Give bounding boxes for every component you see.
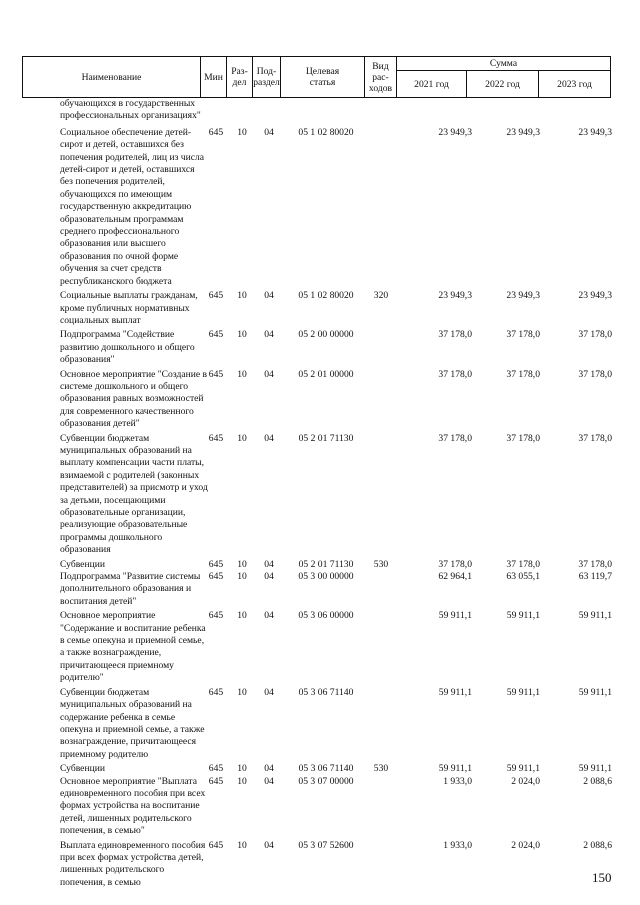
podrazdel-cell: 04	[264, 290, 274, 302]
item-name: Основное мероприятие "Создание в системе дошкольного и общего образования равных возможностей для современного качественного образования детей"	[60, 368, 208, 430]
target-article-cell: 05 1 02 80020	[298, 290, 354, 302]
table-row	[0, 763, 640, 775]
item-name: обучающихся в государственных профессиональных организациях"	[60, 98, 201, 122]
min-cell: 645	[208, 775, 224, 787]
razdel-cell: 10	[237, 839, 247, 851]
sum-2021-cell: 1 933,0	[443, 775, 472, 787]
razdel-cell: 10	[237, 610, 247, 622]
item-name: Субвенции бюджетам муниципальных образований на выплату компенсации части платы, взимаемой с родителей (законных представителей) за присмотр и уход за детьми, посещающими образовательные организации, реализующие образовательные программы дошкольного образования	[60, 432, 208, 556]
item-name: Социальное обеспечение детей-сирот и детей, оставшихся без попечения родителей, лиц из числа детей-сирот и детей, оставшихся без попечения родителей, обучающихся по имеющим государственную аккредитацию образовательным программам среднего профессионального образования или высшего образования по очной форме обучения за счет средств республиканского бюджета	[60, 126, 205, 287]
page-number: 150	[592, 870, 612, 885]
header-celevaya: Целевая статья	[281, 57, 365, 98]
sum-2023-cell: 37 178,0	[578, 558, 612, 570]
podrazdel-cell: 04	[264, 329, 274, 341]
sum-2022-cell: 59 911,1	[506, 763, 540, 775]
sum-2022-cell: 37 178,0	[506, 558, 540, 570]
sum-2021-cell: 23 949,3	[438, 126, 472, 138]
header-min: Мин	[201, 57, 227, 98]
header-year-2021: 2021 год	[397, 71, 467, 98]
razdel-cell: 10	[237, 368, 247, 380]
min-cell: 645	[208, 558, 224, 570]
header-vid: Вид рас- ходов	[365, 57, 397, 98]
table-row	[0, 687, 640, 761]
razdel-cell: 10	[237, 432, 247, 444]
podrazdel-cell: 04	[264, 610, 274, 622]
table-row	[0, 559, 640, 571]
table-row	[0, 610, 640, 684]
sum-2023-cell: 37 178,0	[578, 432, 612, 444]
sum-2022-cell: 63 055,1	[506, 571, 540, 583]
target-article-cell: 05 2 00 00000	[298, 329, 354, 341]
sum-2022-cell: 2 024,0	[511, 839, 540, 851]
target-article-cell: 05 3 06 00000	[298, 610, 354, 622]
razdel-cell: 10	[237, 763, 247, 775]
table-row	[0, 290, 640, 327]
table-row	[0, 433, 640, 557]
item-name: Основное мероприятие "Выплата единовременного пособия при всех формах устройства на воспитание детей, лишенных родительского попечения, в семью"	[60, 775, 206, 837]
sum-2021-cell: 59 911,1	[438, 610, 472, 622]
podrazdel-cell: 04	[264, 763, 274, 775]
sum-2021-cell: 59 911,1	[438, 763, 472, 775]
target-article-cell: 05 2 01 71130	[298, 432, 354, 444]
expense-type-cell: 530	[373, 763, 389, 775]
expense-type-cell: 530	[373, 558, 389, 570]
sum-2023-cell: 37 178,0	[578, 368, 612, 380]
sum-2023-cell: 2 088,6	[583, 839, 612, 851]
target-article-cell: 05 3 07 52600	[298, 839, 354, 851]
sum-2021-cell: 59 911,1	[438, 686, 472, 698]
sum-2022-cell: 2 024,0	[511, 775, 540, 787]
razdel-cell: 10	[237, 775, 247, 787]
sum-2021-cell: 37 178,0	[438, 432, 472, 444]
min-cell: 645	[208, 368, 224, 380]
razdel-cell: 10	[237, 571, 247, 583]
sum-2021-cell: 62 964,1	[438, 571, 472, 583]
target-article-cell: 05 3 07 00000	[298, 775, 354, 787]
table-row	[0, 776, 640, 838]
item-name: Социальные выплаты гражданам, кроме публичных нормативных социальных выплат	[60, 290, 198, 326]
header-podrazdel: Под- раздел	[253, 57, 281, 98]
header-year-2023: 2023 год	[539, 71, 611, 98]
sum-2022-cell: 59 911,1	[506, 686, 540, 698]
table-row	[0, 98, 640, 123]
expense-type-cell: 320	[373, 290, 389, 302]
table-row	[0, 329, 640, 366]
podrazdel-cell: 04	[264, 686, 274, 698]
header-year-2022: 2022 год	[467, 71, 539, 98]
target-article-cell: 05 3 06 71140	[298, 686, 354, 698]
min-cell: 645	[208, 571, 224, 583]
podrazdel-cell: 04	[264, 368, 274, 380]
sum-2021-cell: 37 178,0	[438, 368, 472, 380]
item-name: Подпрограмма "Содействие развитию дошкольного и общего образования"	[60, 329, 195, 366]
sum-2023-cell: 2 088,6	[583, 775, 612, 787]
table-row	[0, 571, 640, 608]
sum-2022-cell: 59 911,1	[506, 610, 540, 622]
sum-2021-cell: 37 178,0	[438, 558, 472, 570]
sum-2023-cell: 59 911,1	[578, 763, 612, 775]
podrazdel-cell: 04	[264, 432, 274, 444]
razdel-cell: 10	[237, 126, 247, 138]
min-cell: 645	[208, 329, 224, 341]
target-article-cell: 05 3 06 71140	[298, 763, 354, 775]
sum-2021-cell: 23 949,3	[438, 290, 472, 302]
table-row	[0, 127, 640, 288]
sum-2023-cell: 23 949,3	[578, 126, 612, 138]
razdel-cell: 10	[237, 558, 247, 570]
min-cell: 645	[208, 290, 224, 302]
item-name: Субвенции	[60, 763, 105, 775]
podrazdel-cell: 04	[264, 571, 274, 583]
podrazdel-cell: 04	[264, 126, 274, 138]
sum-2023-cell: 23 949,3	[578, 290, 612, 302]
target-article-cell: 05 3 00 00000	[298, 571, 354, 583]
sum-2022-cell: 37 178,0	[506, 432, 540, 444]
table-row	[0, 840, 640, 890]
sum-2021-cell: 1 933,0	[443, 839, 472, 851]
sum-2023-cell: 59 911,1	[578, 610, 612, 622]
target-article-cell: 05 2 01 00000	[298, 368, 354, 380]
item-name: Основное мероприятие "Содержание и воспитание ребенка в семье опекуна и приемной семье, а также вознаграждение, причитающееся приемному родителю"	[60, 610, 206, 684]
item-name: Выплата единовременного пособия при всех формах устройства детей, лишенных родительского попечения, в семью	[60, 839, 206, 888]
min-cell: 645	[208, 126, 224, 138]
sum-2021-cell: 37 178,0	[438, 329, 472, 341]
item-name: Субвенции бюджетам муниципальных образований на содержание ребенка в семье опекуна и приемной семье, а также вознаграждение, причитающееся приемному родителю	[60, 686, 205, 760]
sum-2022-cell: 23 949,3	[506, 126, 540, 138]
target-article-cell: 05 1 02 80020	[298, 126, 354, 138]
item-name: Субвенции	[60, 558, 105, 570]
razdel-cell: 10	[237, 686, 247, 698]
target-article-cell: 05 2 01 71130	[298, 558, 354, 570]
header-summa: Сумма	[397, 57, 611, 71]
podrazdel-cell: 04	[264, 839, 274, 851]
razdel-cell: 10	[237, 290, 247, 302]
min-cell: 645	[208, 839, 224, 851]
header-name: Наименование	[23, 57, 201, 98]
sum-2022-cell: 37 178,0	[506, 368, 540, 380]
razdel-cell: 10	[237, 329, 247, 341]
sum-2022-cell: 37 178,0	[506, 329, 540, 341]
min-cell: 645	[208, 432, 224, 444]
table-row	[0, 369, 640, 431]
min-cell: 645	[208, 686, 224, 698]
podrazdel-cell: 04	[264, 775, 274, 787]
item-name: Подпрограмма "Развитие системы дополнительного образования и воспитания детей"	[60, 571, 201, 607]
min-cell: 645	[208, 763, 224, 775]
min-cell: 645	[208, 610, 224, 622]
podrazdel-cell: 04	[264, 558, 274, 570]
table-header	[22, 56, 611, 98]
sum-2023-cell: 37 178,0	[578, 329, 612, 341]
sum-2023-cell: 63 119,7	[578, 571, 612, 583]
sum-2023-cell: 59 911,1	[578, 686, 612, 698]
sum-2022-cell: 23 949,3	[506, 290, 540, 302]
table-body	[0, 98, 640, 889]
header-razdel: Раз- дел	[227, 57, 253, 98]
